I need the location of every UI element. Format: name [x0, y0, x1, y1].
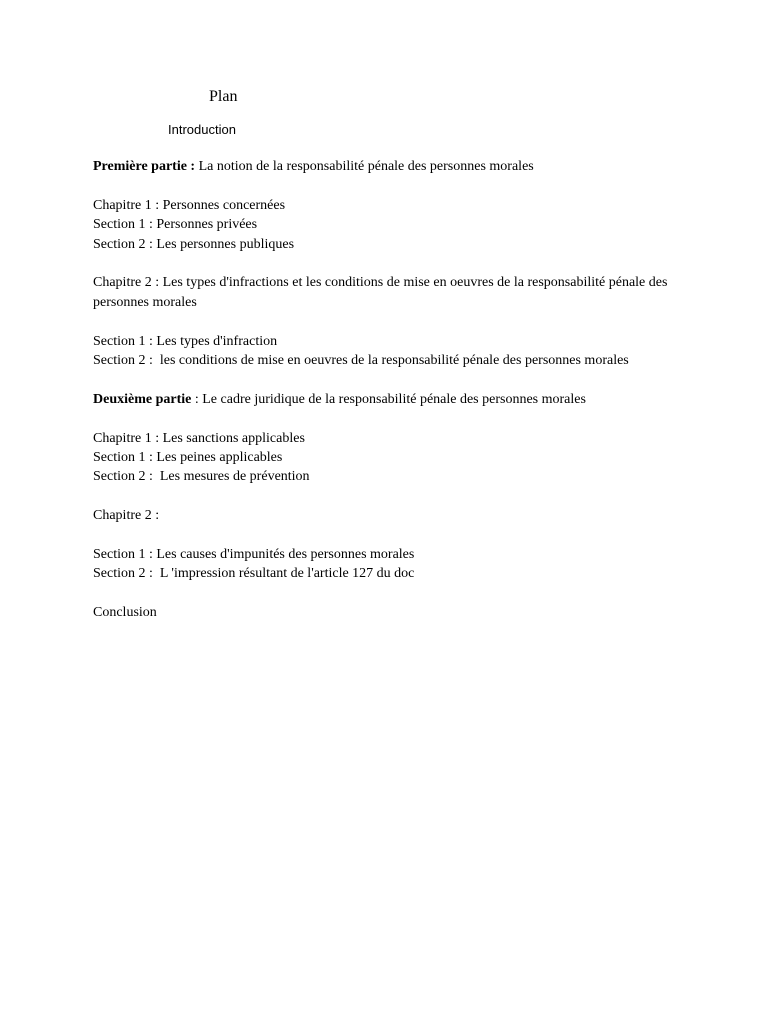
introduction-heading: Introduction	[168, 122, 236, 137]
part2-chapter1-section1: Section 1 : Les peines applicables	[93, 450, 283, 466]
part2-chapter2-title: Chapitre 2 :	[93, 508, 160, 524]
part1-chapter2-section1: Section 1 : Les types d'infraction	[93, 333, 278, 349]
part2-text: : Le cadre juridique de la responsabilité pénale des personnes morales	[191, 391, 586, 407]
part1-chapter2-title: Chapitre 2 : Les types d'infractions et les conditions de mise en oeuvres de la responsabilité pénale des personnes morales	[93, 275, 671, 310]
page-title: Plan	[209, 88, 238, 105]
part1-chapter1-title: Chapitre 1 : Personnes concernées	[93, 197, 286, 213]
part2-chapter2-section2: Section 2 : L 'impression résultant de l'article 127 du doc	[93, 566, 415, 582]
plan-body	[93, 157, 683, 623]
part2-label: Deuxième partie	[93, 391, 192, 407]
part1-heading	[93, 157, 683, 176]
part1-text: La notion de la responsabilité pénale des personnes morales	[195, 159, 534, 174]
part2-heading	[93, 390, 683, 409]
part1-chapter2-section2: Section 2 : les conditions de mise en oeuvres de la responsabilité pénale des personnes morales	[93, 353, 629, 369]
part2-chapter1-section2: Section 2 : Les mesures de prévention	[93, 469, 310, 485]
conclusion-heading: Conclusion	[93, 605, 157, 621]
part2-chapter1-title: Chapitre 1 : Les sanctions applicables	[93, 430, 305, 446]
part1-chapter1-section2: Section 2 : Les personnes publiques	[93, 236, 295, 252]
part1-chapter1-section1: Section 1 : Personnes privées	[93, 217, 258, 233]
part1-label: Première partie :	[93, 159, 196, 174]
part2-chapter2-section1: Section 1 : Les causes d'impunités des personnes morales	[93, 547, 415, 563]
